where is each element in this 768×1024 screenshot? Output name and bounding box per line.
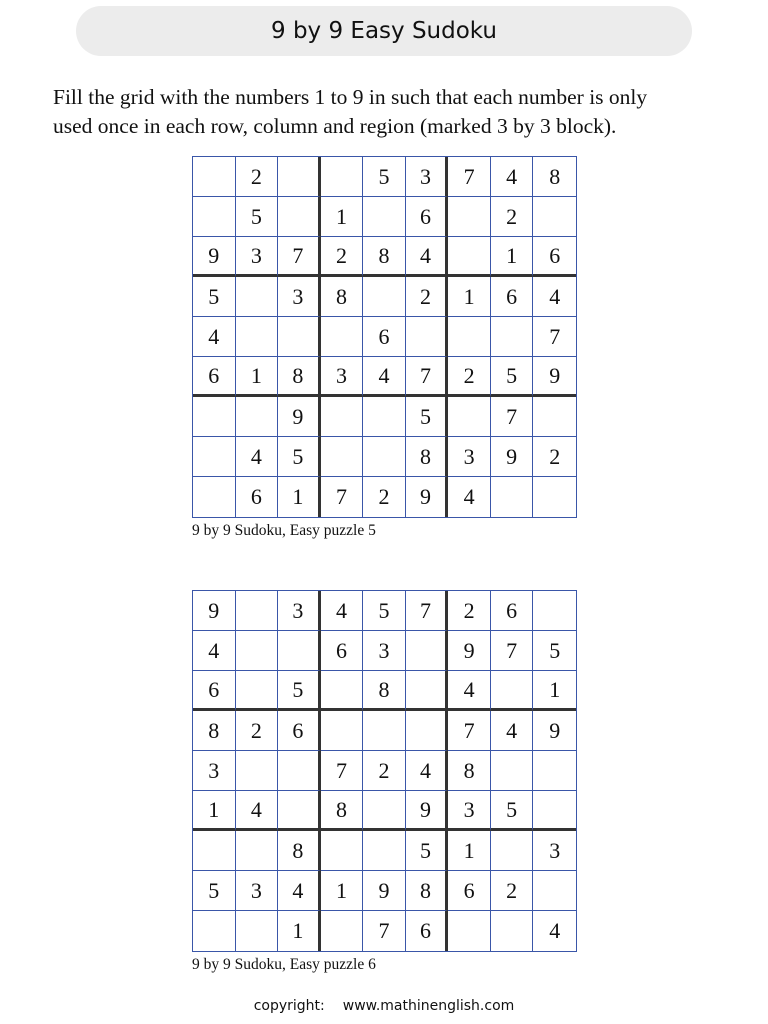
- sudoku-cell: 4: [406, 751, 449, 791]
- sudoku-cell: 1: [533, 671, 576, 711]
- sudoku-cell: [363, 831, 406, 871]
- sudoku-cell: [363, 277, 406, 317]
- sudoku-cell: [533, 197, 576, 237]
- sudoku-cell: 5: [236, 197, 279, 237]
- sudoku-cell: [278, 157, 321, 197]
- sudoku-cell: 1: [193, 791, 236, 831]
- sudoku-cell: 4: [533, 277, 576, 317]
- sudoku-cell: [236, 671, 279, 711]
- sudoku-cell: [236, 751, 279, 791]
- sudoku-cell: [193, 197, 236, 237]
- sudoku-cell: 2: [448, 591, 491, 631]
- sudoku-cell: [363, 791, 406, 831]
- sudoku-cell: 4: [236, 791, 279, 831]
- page-title: 9 by 9 Easy Sudoku: [271, 18, 497, 44]
- sudoku-cell: [321, 397, 364, 437]
- sudoku-cell: 9: [491, 437, 534, 477]
- sudoku-cell: 6: [406, 911, 449, 951]
- sudoku-cell: 7: [321, 477, 364, 517]
- sudoku-cell: 6: [193, 357, 236, 397]
- sudoku-cell: [321, 911, 364, 951]
- sudoku-cell: 4: [193, 631, 236, 671]
- sudoku-cell: 3: [236, 237, 279, 277]
- sudoku-cell: 4: [321, 591, 364, 631]
- sudoku-cell: 6: [321, 631, 364, 671]
- sudoku-cell: 4: [448, 671, 491, 711]
- sudoku-cell: 8: [193, 711, 236, 751]
- sudoku-cell: 9: [533, 357, 576, 397]
- sudoku-cell: [278, 791, 321, 831]
- sudoku-cell: 5: [193, 871, 236, 911]
- sudoku-cell: 8: [533, 157, 576, 197]
- sudoku-cell: 5: [363, 157, 406, 197]
- sudoku-cell: [363, 437, 406, 477]
- copyright-url[interactable]: www.mathinenglish.com: [342, 998, 515, 1014]
- sudoku-cell: [321, 437, 364, 477]
- sudoku-cell: 6: [491, 277, 534, 317]
- sudoku-cell: 8: [406, 437, 449, 477]
- sudoku-cell: [363, 711, 406, 751]
- sudoku-cell: 4: [236, 437, 279, 477]
- sudoku-cell: [321, 157, 364, 197]
- sudoku-cell: 4: [448, 477, 491, 517]
- sudoku-cell: [533, 591, 576, 631]
- copyright-label: copyright:: [253, 998, 325, 1014]
- sudoku-cell: 3: [406, 157, 449, 197]
- sudoku-cell: [193, 831, 236, 871]
- sudoku-cell: 3: [533, 831, 576, 871]
- puzzle-caption: 9 by 9 Sudoku, Easy puzzle 6: [192, 956, 376, 973]
- sudoku-cell: [321, 831, 364, 871]
- sudoku-cell: 8: [406, 871, 449, 911]
- sudoku-cell: 2: [363, 751, 406, 791]
- sudoku-cell: 4: [363, 357, 406, 397]
- sudoku-cell: 2: [236, 711, 279, 751]
- sudoku-cell: 5: [363, 591, 406, 631]
- sudoku-cell: 4: [491, 711, 534, 751]
- sudoku-cell: 6: [533, 237, 576, 277]
- sudoku-cell: [278, 317, 321, 357]
- sudoku-cell: 6: [236, 477, 279, 517]
- sudoku-cell: 1: [278, 477, 321, 517]
- sudoku-cell: 6: [406, 197, 449, 237]
- sudoku-cell: 7: [363, 911, 406, 951]
- sudoku-cell: 5: [278, 437, 321, 477]
- sudoku-cell: 2: [533, 437, 576, 477]
- sudoku-cell: [363, 197, 406, 237]
- sudoku-cell: 5: [193, 277, 236, 317]
- sudoku-cell: 6: [491, 591, 534, 631]
- instructions-line-1: Fill the grid with the numbers 1 to 9 in such that each number is only: [53, 85, 648, 109]
- sudoku-cell: 3: [278, 277, 321, 317]
- sudoku-cell: 1: [491, 237, 534, 277]
- sudoku-cell: [448, 397, 491, 437]
- sudoku-cell: [236, 911, 279, 951]
- sudoku-cell: 2: [363, 477, 406, 517]
- sudoku-cell: [533, 871, 576, 911]
- sudoku-grid-puzzle-5: [192, 156, 577, 518]
- sudoku-cell: 8: [448, 751, 491, 791]
- sudoku-cell: [236, 317, 279, 357]
- sudoku-cell: 3: [236, 871, 279, 911]
- sudoku-cell: 8: [363, 671, 406, 711]
- sudoku-cell: [236, 631, 279, 671]
- sudoku-cell: [491, 751, 534, 791]
- sudoku-cell: 2: [236, 157, 279, 197]
- sudoku-cell: [491, 831, 534, 871]
- sudoku-cell: 5: [278, 671, 321, 711]
- sudoku-cell: [236, 397, 279, 437]
- sudoku-cell: [278, 751, 321, 791]
- sudoku-cell: 6: [448, 871, 491, 911]
- sudoku-cell: 6: [363, 317, 406, 357]
- sudoku-cell: [321, 711, 364, 751]
- sudoku-cell: 4: [491, 157, 534, 197]
- sudoku-cell: [448, 197, 491, 237]
- sudoku-cell: [533, 751, 576, 791]
- sudoku-cell: [491, 317, 534, 357]
- sudoku-cell: 7: [278, 237, 321, 277]
- sudoku-cell: [193, 397, 236, 437]
- sudoku-cell: 1: [321, 197, 364, 237]
- sudoku-cell: [236, 591, 279, 631]
- sudoku-cell: 9: [406, 477, 449, 517]
- sudoku-cell: 9: [278, 397, 321, 437]
- sudoku-cell: 2: [406, 277, 449, 317]
- sudoku-cell: [406, 711, 449, 751]
- sudoku-cell: [491, 671, 534, 711]
- sudoku-cell: 9: [193, 237, 236, 277]
- sudoku-cell: 5: [406, 831, 449, 871]
- sudoku-cell: 7: [533, 317, 576, 357]
- sudoku-cell: 3: [448, 437, 491, 477]
- sudoku-cell: 4: [278, 871, 321, 911]
- sudoku-cell: 3: [363, 631, 406, 671]
- sudoku-cell: 8: [321, 277, 364, 317]
- sudoku-cell: [321, 671, 364, 711]
- sudoku-cell: [278, 631, 321, 671]
- sudoku-cell: 9: [448, 631, 491, 671]
- sudoku-cell: 8: [278, 357, 321, 397]
- sudoku-cell: 7: [491, 397, 534, 437]
- sudoku-cell: 3: [193, 751, 236, 791]
- sudoku-cell: 3: [321, 357, 364, 397]
- sudoku-cell: 7: [406, 591, 449, 631]
- sudoku-cell: [363, 397, 406, 437]
- sudoku-cell: 8: [278, 831, 321, 871]
- sudoku-cell: 8: [321, 791, 364, 831]
- sudoku-cell: [406, 671, 449, 711]
- sudoku-cell: 1: [278, 911, 321, 951]
- sudoku-cell: 3: [278, 591, 321, 631]
- puzzle-caption: 9 by 9 Sudoku, Easy puzzle 5: [192, 522, 376, 539]
- sudoku-cell: [491, 911, 534, 951]
- sudoku-cell: 9: [533, 711, 576, 751]
- sudoku-cell: [193, 437, 236, 477]
- sudoku-cell: 2: [448, 357, 491, 397]
- instructions: [53, 83, 733, 141]
- sudoku-cell: [448, 317, 491, 357]
- sudoku-cell: 6: [278, 711, 321, 751]
- sudoku-cell: 4: [549, 918, 561, 943]
- sudoku-cell: [533, 791, 576, 831]
- sudoku-cell: 5: [533, 631, 576, 671]
- page-title-banner: [76, 6, 692, 56]
- sudoku-cell: [491, 477, 534, 517]
- sudoku-cell: 2: [491, 197, 534, 237]
- sudoku-cell: [406, 317, 449, 357]
- sudoku-cell: [236, 831, 279, 871]
- sudoku-cell: 5: [491, 791, 534, 831]
- sudoku-cell: 4: [406, 237, 449, 277]
- sudoku-cell: 1: [236, 357, 279, 397]
- sudoku-cell: [193, 477, 236, 517]
- copyright-footer: [0, 998, 768, 1014]
- sudoku-cell: 1: [448, 831, 491, 871]
- sudoku-cell: 5: [406, 397, 449, 437]
- sudoku-cell: 7: [406, 357, 449, 397]
- sudoku-cell: 1: [321, 871, 364, 911]
- sudoku-cell: 4: [193, 317, 236, 357]
- sudoku-cell: [236, 277, 279, 317]
- sudoku-cell: [533, 397, 576, 437]
- instructions-line-2: used once in each row, column and region (marked 3 by 3 block).: [53, 114, 617, 138]
- sudoku-cell: [193, 911, 236, 951]
- sudoku-cell: 1: [448, 277, 491, 317]
- sudoku-cell: 5: [491, 357, 534, 397]
- sudoku-cell: 9: [363, 871, 406, 911]
- sudoku-cell: 7: [448, 157, 491, 197]
- sudoku-cell: 8: [363, 237, 406, 277]
- sudoku-cell: [193, 157, 236, 197]
- sudoku-cell: 7: [448, 711, 491, 751]
- sudoku-cell: 3: [448, 791, 491, 831]
- sudoku-cell: [448, 911, 491, 951]
- sudoku-cell: 7: [321, 751, 364, 791]
- sudoku-cell: 2: [491, 871, 534, 911]
- sudoku-cell: 2: [321, 237, 364, 277]
- sudoku-cell: [448, 237, 491, 277]
- sudoku-cell: 7: [491, 631, 534, 671]
- sudoku-cell: [533, 477, 576, 517]
- sudoku-cell: [278, 197, 321, 237]
- sudoku-cell: 9: [406, 791, 449, 831]
- sudoku-cell: [406, 631, 449, 671]
- sudoku-cell: 9: [193, 591, 236, 631]
- sudoku-grid-puzzle-6: [192, 590, 577, 952]
- sudoku-cell: [321, 317, 364, 357]
- sudoku-cell: 6: [193, 671, 236, 711]
